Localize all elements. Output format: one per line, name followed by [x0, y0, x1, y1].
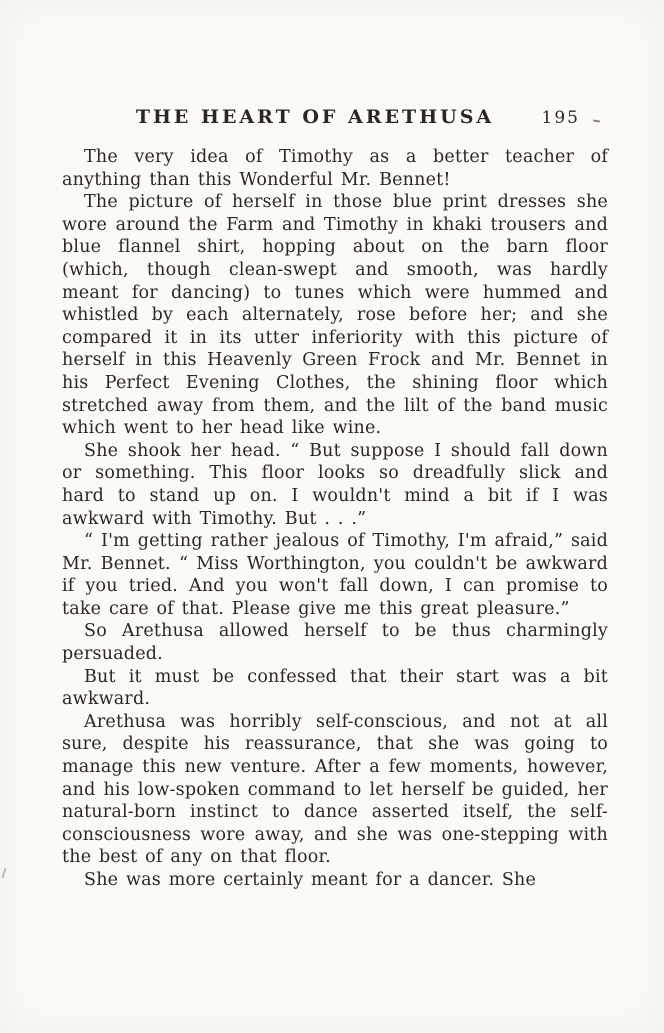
book-title: THE HEART OF ARETHUSA	[135, 106, 495, 128]
paragraph: Arethusa was horribly self-conscious, and not at all sure, despite his reassurance, that she was going to manage this new venture. After a few moments, however, and his low-spoken command to let herself be guided, her natural-born instinct to dance asserted itself, the self-consciousness wore away, and she was one-stepping with the best of any on that floor.	[62, 711, 608, 868]
paragraph: So Arethusa allowed herself to be thus charmingly persuaded.	[62, 621, 608, 665]
scan-edge-mark	[2, 868, 7, 878]
body-text	[62, 146, 608, 892]
paragraph: She shook her head. “ But suppose I should fall down or something. This floor looks so dreadfully slick and hard to stand up on. I wouldn't mind a bit if I was awkward with Timothy. But . . .”	[62, 440, 608, 529]
paragraph: The picture of herself in those blue print dresses she wore around the Farm and Timothy in khaki trousers and blue flannel shirt, hopping about on the barn floor (which, though clean-swept and smooth, was hardly meant for dancing) to tunes which were hummed and whistled by each alternately, rose before her; and she compared it in its utter inferiority with this picture of herself in this Heavenly Green Frock and Mr. Bennet in his Perfect Evening Clothes, the shining floor which stretched away from them, and the lilt of the band music which went to her head like wine.	[62, 192, 608, 439]
page-number: 195	[541, 108, 580, 128]
paragraph: But it must be confessed that their start was a bit awkward.	[62, 666, 608, 710]
paragraph: She was more certainly meant for a dancer. She	[84, 870, 537, 890]
paragraph: The very idea of Timothy as a better teacher of anything than this Wonderful Mr. Bennet!	[62, 147, 608, 190]
paragraph: “ I'm getting rather jealous of Timothy, I'm afraid,” said Mr. Bennet. “ Miss Worthington, you couldn't be awkward if you tried. And you won't fall down, I can promise to take care of that. Please give me this great pleasure.”	[62, 531, 608, 619]
running-header	[62, 106, 608, 132]
